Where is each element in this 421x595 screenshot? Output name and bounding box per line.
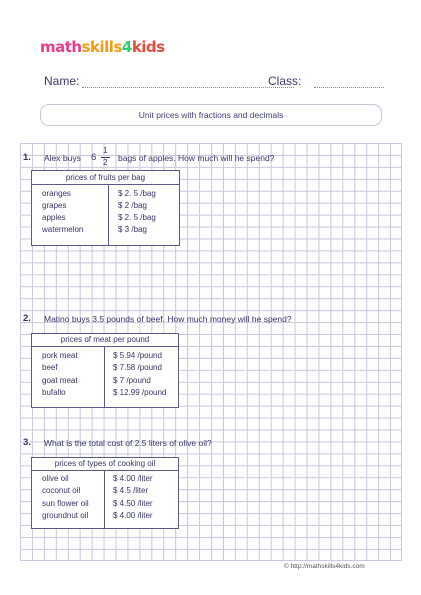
table-item: beef (42, 363, 58, 372)
table-header: prices of types of cooking oil (32, 458, 178, 471)
question-1-mixed-fraction (91, 148, 113, 170)
fraction-numerator: 1 (103, 146, 108, 155)
table-item: apples (42, 213, 66, 222)
fruit-price-table (31, 170, 180, 246)
table-item: watermelon (42, 225, 84, 234)
question-3-text: What is the total cost of 2.5 liters of olive oil? (44, 438, 212, 448)
table-price: $ 4.00 /liter (113, 474, 153, 483)
name-label: Name: (44, 74, 80, 88)
table-price: $ 5.94 /pound (113, 351, 162, 360)
question-1-number: 1. (23, 152, 31, 163)
worksheet-title: Unit prices with fractions and decimals (40, 104, 382, 126)
student-info-row (44, 74, 394, 94)
logo-text-kids: kids (131, 38, 165, 56)
class-label: Class: (268, 74, 302, 88)
meat-price-table (31, 333, 179, 408)
table-price: $ 4.5 /liter (113, 486, 149, 495)
table-item: coconut oil (42, 486, 81, 495)
question-2-text: Matino buys 3.5 pounds of beef. How much money will he spend? (44, 314, 292, 324)
table-item: bufallo (42, 388, 66, 397)
class-field[interactable] (314, 87, 384, 88)
table-price: $ 3 /bag (118, 225, 147, 234)
name-field[interactable] (82, 87, 294, 88)
table-price: $ 2. 5 /bag (118, 189, 156, 198)
table-item: grapes (42, 201, 67, 210)
table-item: pork meat (42, 351, 78, 360)
table-price: $ 4.50 /liter (113, 499, 153, 508)
copyright-footer: © http://mathskills4kids.com (284, 563, 365, 570)
site-logo (40, 38, 165, 56)
table-header: prices of meat per pound (32, 334, 178, 347)
table-price: $ 12.99 /pound (113, 388, 167, 397)
table-price: $ 2 /bag (118, 201, 147, 210)
table-item: groundnut oil (42, 511, 89, 520)
logo-text-skills: skills (81, 38, 122, 56)
fraction-denominator: 2 (103, 158, 108, 167)
column-divider (104, 471, 105, 528)
question-2-number: 2. (23, 313, 31, 324)
table-item: oranges (42, 189, 71, 198)
column-divider (108, 185, 109, 245)
table-price: $ 2. 5 /bag (118, 213, 156, 222)
table-item: olive oil (42, 474, 69, 483)
column-divider (104, 347, 105, 407)
table-header: prices of fruits per bag (32, 171, 179, 185)
table-price: $ 7 /pound (113, 376, 151, 385)
table-price: $ 7.58 /pound (113, 363, 162, 372)
fraction-whole: 6 (91, 152, 97, 163)
table-item: goat meat (42, 376, 78, 385)
table-item: sun flower oil (42, 499, 89, 508)
table-price: $ 4.00 /liter (113, 511, 153, 520)
question-3-number: 3. (23, 437, 31, 448)
cooking-oil-price-table (31, 457, 179, 529)
logo-text-4: 4 (121, 38, 132, 56)
question-1-text-before: Alex buys (44, 153, 81, 163)
logo-text-math: math (40, 38, 82, 56)
question-1-text-after: bags of apples. How much will he spend? (118, 153, 275, 163)
